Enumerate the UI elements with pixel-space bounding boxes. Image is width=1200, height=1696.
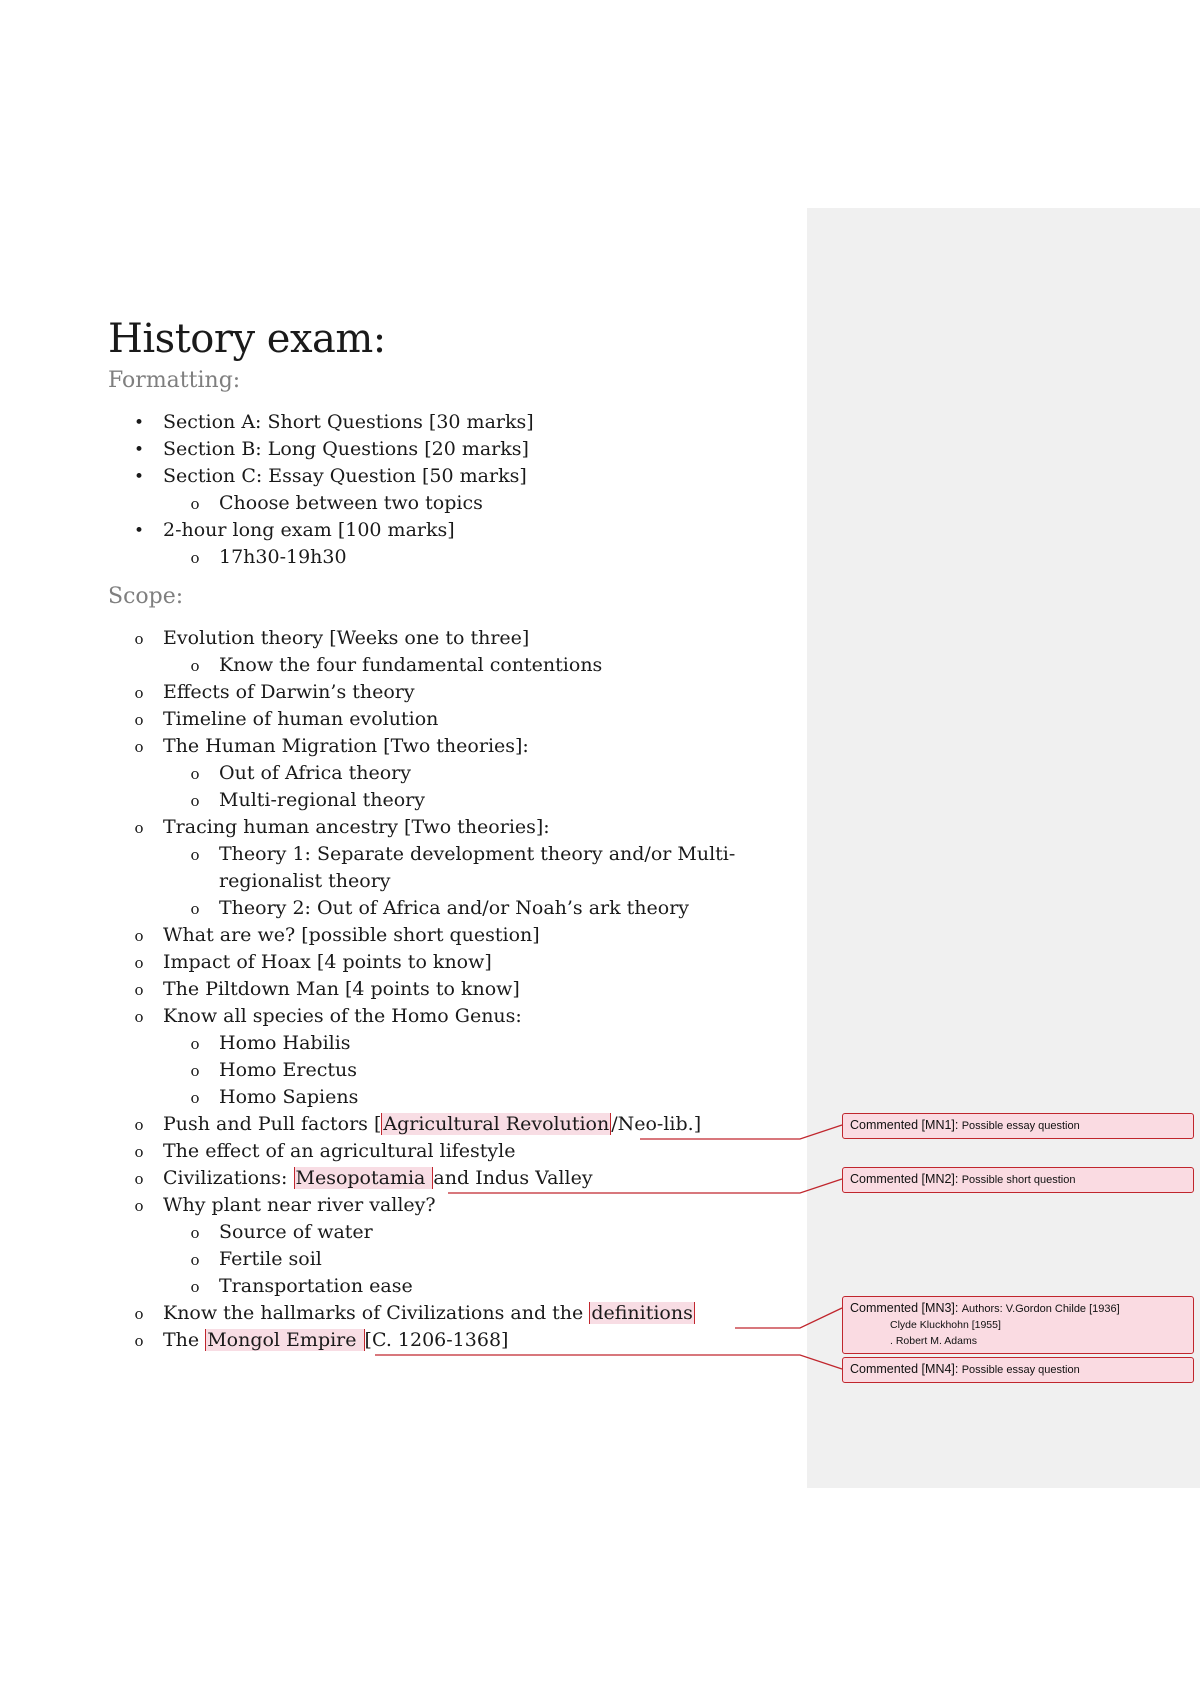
circle-bullet-icon bbox=[130, 706, 148, 734]
list-item: o Theory 2: Out of Africa and/or Noah’s ark theory bbox=[0, 895, 800, 922]
list-item: o The Piltdown Man [4 points to know] bbox=[0, 976, 800, 1003]
list-item: o Know all species of the Homo Genus: bbox=[0, 1003, 800, 1030]
comment-mn3[interactable]: Commented [MN3]: Authors: V.Gordon Childe [1936] Clyde Kluckhohn [1955] . Robert M. Adams bbox=[842, 1296, 1194, 1354]
circle-bullet-icon bbox=[130, 922, 148, 950]
circle-bullet-icon bbox=[186, 841, 204, 869]
list-item: • Section B: Long Questions [20 marks] bbox=[0, 436, 800, 463]
circle-bullet-icon bbox=[130, 1300, 148, 1328]
list-item: o Source of water bbox=[0, 1219, 800, 1246]
list-item: o Homo Habilis bbox=[0, 1030, 800, 1057]
bullet-icon bbox=[130, 517, 148, 545]
list-item: o The Human Migration [Two theories]: bbox=[0, 733, 800, 760]
list-item: o Homo Erectus bbox=[0, 1057, 800, 1084]
list-item: o Tracing human ancestry [Two theories]: bbox=[0, 814, 800, 841]
commented-text-mongol-empire[interactable]: Mongol Empire bbox=[207, 1329, 363, 1351]
list-item: • Section C: Essay Question [50 marks] bbox=[0, 463, 800, 490]
list-item: o What are we? [possible short question] bbox=[0, 922, 800, 949]
circle-bullet-icon bbox=[130, 1192, 148, 1220]
list-item: o Theory 1: Separate development theory and/or Multi-regionalist theory bbox=[0, 841, 739, 895]
list-item: o Choose between two topics bbox=[0, 490, 800, 517]
page-title: History exam: bbox=[108, 316, 386, 362]
circle-bullet-icon bbox=[186, 1057, 204, 1085]
list-item: • 2-hour long exam [100 marks] bbox=[0, 517, 800, 544]
bullet-icon bbox=[130, 463, 148, 491]
circle-bullet-icon bbox=[130, 1165, 148, 1193]
circle-bullet-icon bbox=[186, 895, 204, 923]
circle-bullet-icon bbox=[186, 1246, 204, 1274]
list-item: o Civilizations: Mesopotamia and Indus Valley bbox=[0, 1165, 800, 1192]
bullet-icon bbox=[130, 409, 148, 437]
comment-mn4[interactable]: Commented [MN4]: Possible essay question bbox=[842, 1357, 1194, 1383]
commented-text-mesopotamia[interactable]: Mesopotamia bbox=[295, 1167, 432, 1189]
formatting-list bbox=[0, 409, 800, 571]
list-item: o Out of Africa theory bbox=[0, 760, 800, 787]
list-item: o Effects of Darwin’s theory bbox=[0, 679, 800, 706]
list-item: o Know the four fundamental contentions bbox=[0, 652, 800, 679]
scope-heading: Scope: bbox=[108, 584, 184, 609]
circle-bullet-icon bbox=[130, 1003, 148, 1031]
commented-text-definitions[interactable]: definitions bbox=[591, 1302, 693, 1324]
circle-bullet-icon bbox=[130, 1138, 148, 1166]
circle-bullet-icon bbox=[130, 1327, 148, 1355]
bullet-icon bbox=[130, 436, 148, 464]
circle-bullet-icon bbox=[130, 814, 148, 842]
circle-bullet-icon bbox=[130, 733, 148, 761]
circle-bullet-icon bbox=[186, 652, 204, 680]
circle-bullet-icon bbox=[130, 976, 148, 1004]
leader-line-mn4 bbox=[375, 1355, 842, 1369]
list-item: o Multi-regional theory bbox=[0, 787, 800, 814]
formatting-heading: Formatting: bbox=[108, 368, 241, 393]
circle-bullet-icon bbox=[130, 1111, 148, 1139]
list-item: o The effect of an agricultural lifestyle bbox=[0, 1138, 800, 1165]
circle-bullet-icon bbox=[186, 1219, 204, 1247]
list-item: o Homo Sapiens bbox=[0, 1084, 800, 1111]
list-item: o 17h30-19h30 bbox=[0, 544, 800, 571]
circle-bullet-icon bbox=[186, 760, 204, 788]
circle-bullet-icon bbox=[186, 787, 204, 815]
list-item: • Section A: Short Questions [30 marks] bbox=[0, 409, 800, 436]
list-item: o Timeline of human evolution bbox=[0, 706, 800, 733]
circle-bullet-icon bbox=[186, 1273, 204, 1301]
comment-mn2[interactable]: Commented [MN2]: Possible short question bbox=[842, 1167, 1194, 1193]
list-item: o Impact of Hoax [4 points to know] bbox=[0, 949, 800, 976]
list-item: o Evolution theory [Weeks one to three] bbox=[0, 625, 800, 652]
scope-list bbox=[0, 625, 800, 1354]
circle-bullet-icon bbox=[186, 1084, 204, 1112]
list-item: o Why plant near river valley? bbox=[0, 1192, 800, 1219]
circle-bullet-icon bbox=[130, 949, 148, 977]
list-item: o Know the hallmarks of Civilizations and the definitions bbox=[0, 1300, 800, 1327]
list-item: o Push and Pull factors [ Agricultural Revolution /Neo-lib.] bbox=[0, 1111, 800, 1138]
circle-bullet-icon bbox=[130, 625, 148, 653]
list-item: o Transportation ease bbox=[0, 1273, 800, 1300]
circle-bullet-icon bbox=[186, 1030, 204, 1058]
list-item: o Fertile soil bbox=[0, 1246, 800, 1273]
list-item: o The Mongol Empire [C. 1206-1368] bbox=[0, 1327, 800, 1354]
circle-bullet-icon bbox=[186, 544, 204, 572]
commented-text-agricultural-revolution[interactable]: Agricultural Revolution bbox=[383, 1113, 610, 1135]
comment-mn1[interactable]: Commented [MN1]: Possible essay question bbox=[842, 1113, 1194, 1139]
circle-bullet-icon bbox=[130, 679, 148, 707]
circle-bullet-icon bbox=[186, 490, 204, 518]
